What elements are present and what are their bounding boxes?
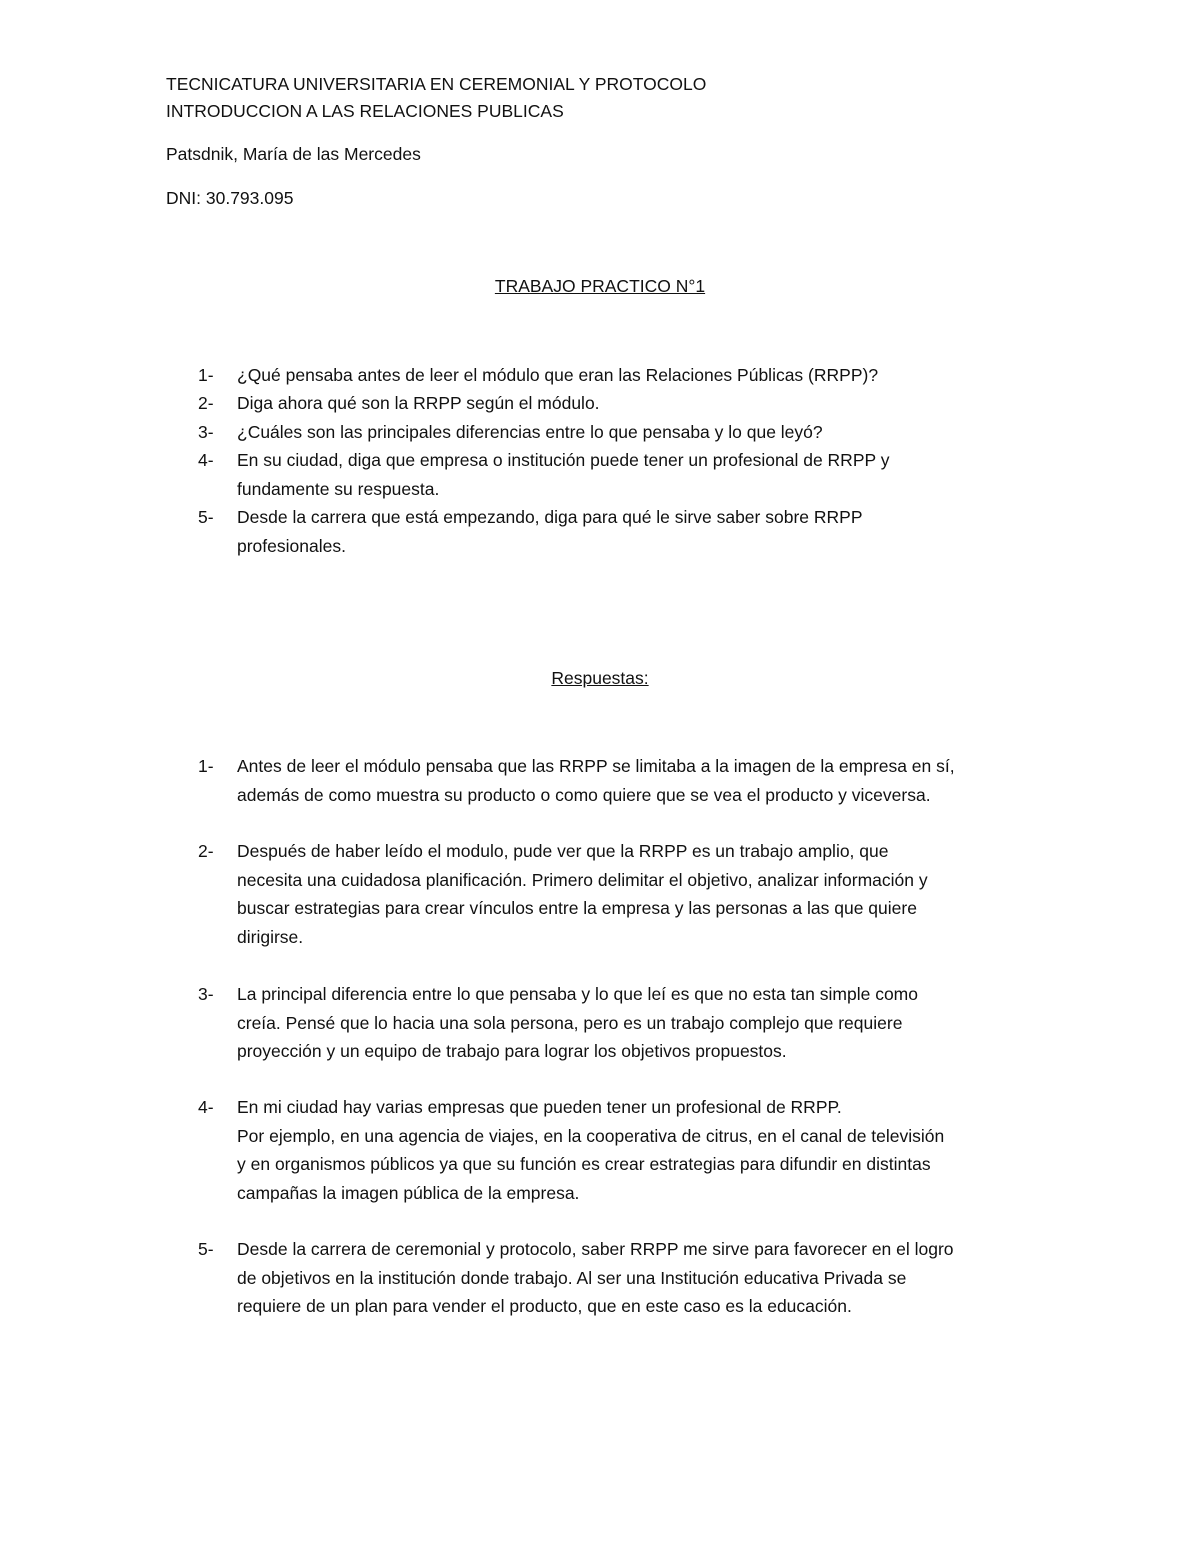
answer-text: Antes de leer el módulo pensaba que las RRPP se limitaba a la imagen de la empresa en sí, además de como muestra su producto o como quiere que se vea el producto y viceversa. — [237, 756, 955, 805]
answer-text: Desde la carrera de ceremonial y protocolo, saber RRPP me sirve para favorecer en el logro de objetivos en la institución donde trabajo. Al ser una Institución educativa Privada se requiere de un plan para vender el producto, que en este caso es la educación. — [237, 1239, 954, 1316]
answer-number: 3- — [198, 984, 214, 1004]
dni-number: DNI: 30.793.095 — [166, 188, 294, 208]
assignment-title: TRABAJO PRACTICO N°1 — [494, 276, 706, 296]
answer-number: 1- — [198, 756, 214, 776]
question-number: 2- — [198, 393, 214, 413]
answer-text: En mi ciudad hay varias empresas que pueden tener un profesional de RRPP. Por ejemplo, en una agencia de viajes, en la cooperativa de citrus, en el canal de televisión y en organismos públicos ya que su función es crear estrategias para difundir en distintas campañas la imagen pública de la empresa. — [237, 1097, 945, 1203]
answer-number: 2- — [198, 841, 214, 861]
answer-text: La principal diferencia entre lo que pensaba y lo que leí es que no esta tan simple como creía. Pensé que lo hacia una sola persona, pero es un trabajo complejo que requiere proyección y un equipo de trabajo para lograr los objetivos propuestos. — [237, 984, 918, 1061]
answer-number: 4- — [198, 1097, 214, 1117]
question-text: En su ciudad, diga que empresa o institución puede tener un profesional de RRPP y fundamente su respuesta. — [237, 450, 890, 499]
course-title: INTRODUCCION A LAS RELACIONES PUBLICAS — [166, 101, 564, 121]
question-text: Desde la carrera que está empezando, diga para qué le sirve saber sobre RRPP profesionales. — [237, 507, 863, 556]
question-number: 5- — [198, 507, 214, 527]
question-text: Diga ahora qué son la RRPP según el módulo. — [237, 393, 600, 413]
question-text: ¿Cuáles son las principales diferencias entre lo que pensaba y lo que leyó? — [237, 422, 823, 442]
answers-title: Respuestas: — [551, 668, 649, 688]
author-name: Patsdnik, María de las Mercedes — [166, 144, 421, 164]
question-text: ¿Qué pensaba antes de leer el módulo que eran las Relaciones Públicas (RRPP)? — [237, 365, 879, 385]
answer-text: Después de haber leído el modulo, pude ver que la RRPP es un trabajo amplio, que necesita una cuidadosa planificación. Primero delimitar el objetivo, analizar información y buscar estrategias para crear vínculos entre la empresa y las personas a las que quiere dirigirse. — [237, 841, 928, 947]
institution-title: TECNICATURA UNIVERSITARIA EN CEREMONIAL Y PROTOCOLO — [166, 74, 707, 94]
question-number: 1- — [198, 365, 214, 385]
answer-number: 5- — [198, 1239, 214, 1259]
question-number: 3- — [198, 422, 214, 442]
question-number: 4- — [198, 450, 214, 470]
